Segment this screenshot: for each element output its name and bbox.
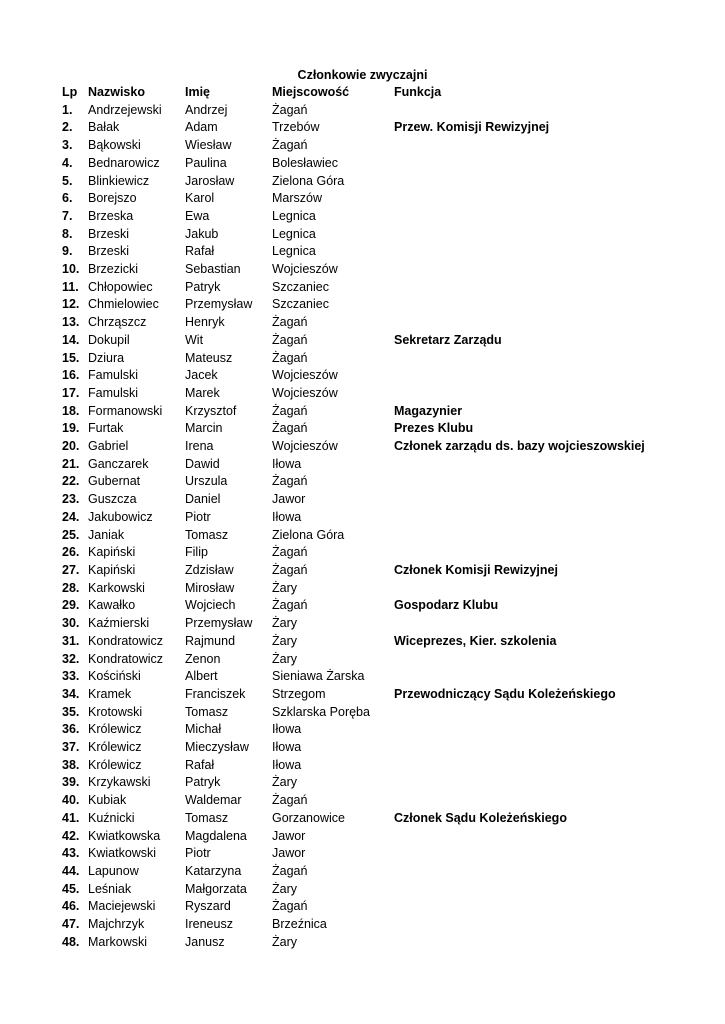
member-city: Szklarska Poręba <box>272 704 370 719</box>
member-surname: Chrząszcz <box>88 315 147 330</box>
member-city: Żary <box>272 775 297 790</box>
table-row <box>62 350 645 368</box>
member-surname: Andrzejewski <box>88 102 162 117</box>
member-lp: 10. <box>62 262 80 277</box>
member-city: Wojcieszów <box>272 385 338 400</box>
member-surname: Kwiatkowska <box>88 828 161 843</box>
member-first-name: Tomasz <box>185 810 229 825</box>
table-row <box>62 279 645 297</box>
member-city: Żagań <box>272 562 308 577</box>
member-first-name: Ireneusz <box>185 917 233 932</box>
table-row <box>62 367 645 385</box>
member-lp: 48. <box>62 934 80 949</box>
member-city: Żary <box>272 633 297 648</box>
member-function <box>394 243 645 261</box>
member-lp: 40. <box>62 793 80 808</box>
table-row <box>62 226 645 244</box>
member-first-name: Rafał <box>185 244 215 259</box>
member-city: Żary <box>272 651 297 666</box>
member-city: Żagań <box>272 102 308 117</box>
member-lp: 19. <box>62 421 80 436</box>
member-surname: Borejszo <box>88 191 137 206</box>
document-title: Członkowie zwyczajni <box>297 68 428 82</box>
member-first-name: Wiesław <box>185 138 232 153</box>
member-lp: 12. <box>62 297 80 312</box>
table-row <box>62 438 645 456</box>
member-function: Członek Sądu Koleżeńskiego <box>394 810 567 825</box>
member-surname: Brzeski <box>88 226 129 241</box>
member-function: Członek zarządu ds. bazy wojcieszowskiej <box>394 439 645 454</box>
member-surname: Chłopowiec <box>88 279 153 294</box>
member-city: Żagań <box>272 899 308 914</box>
member-city: Żagań <box>272 332 308 347</box>
member-surname: Dziura <box>88 350 125 365</box>
table-row <box>62 314 645 332</box>
table-row <box>62 845 645 863</box>
member-surname: Kaźmierski <box>88 616 150 631</box>
table-row <box>62 544 645 562</box>
member-first-name: Wojciech <box>185 598 236 613</box>
table-row <box>62 208 645 226</box>
table-row <box>62 633 645 651</box>
member-lp: 18. <box>62 403 80 418</box>
member-surname: Karkowski <box>88 580 145 595</box>
member-function: Przew. Komisji Rewizyjnej <box>394 120 550 135</box>
header-row <box>62 84 645 102</box>
member-lp: 1. <box>62 102 73 117</box>
member-city: Zielona Góra <box>272 527 345 542</box>
table-header <box>62 84 645 102</box>
table-row <box>62 828 645 846</box>
member-city: Żagań <box>272 421 308 436</box>
member-function: Wiceprezes, Kier. szkolenia <box>394 633 557 648</box>
member-function <box>394 580 645 598</box>
table-row <box>62 243 645 261</box>
member-function <box>394 279 645 297</box>
member-function <box>394 385 645 403</box>
member-surname: Formanowski <box>88 403 163 418</box>
member-first-name: Rafał <box>185 757 215 772</box>
member-first-name: Zdzisław <box>185 562 234 577</box>
table-row <box>62 137 645 155</box>
member-lp: 43. <box>62 846 80 861</box>
member-surname: Famulski <box>88 385 139 400</box>
member-first-name: Albert <box>185 669 218 684</box>
member-lp: 46. <box>62 899 80 914</box>
table-row <box>62 403 645 421</box>
member-first-name: Dawid <box>185 456 220 471</box>
member-lp: 2. <box>62 120 73 135</box>
member-city: Żagań <box>272 350 308 365</box>
member-city: Żary <box>272 934 297 949</box>
member-surname: Królewicz <box>88 740 142 755</box>
member-function <box>394 473 645 491</box>
member-surname: Janiak <box>88 527 125 542</box>
member-function <box>394 102 645 120</box>
table-body <box>62 102 645 952</box>
member-city: Sieniawa Żarska <box>272 669 365 684</box>
member-surname: Brzeska <box>88 208 134 223</box>
table-row <box>62 597 645 615</box>
member-first-name: Przemysław <box>185 616 253 631</box>
member-surname: Bąkowski <box>88 138 141 153</box>
member-function <box>394 155 645 173</box>
table-row <box>62 615 645 633</box>
member-lp: 4. <box>62 155 73 170</box>
member-surname: Brzezicki <box>88 262 139 277</box>
member-surname: Kramek <box>88 686 132 701</box>
member-city: Wojcieszów <box>272 439 338 454</box>
member-first-name: Jakub <box>185 226 219 241</box>
member-function <box>394 721 645 739</box>
member-city: Żagań <box>272 598 308 613</box>
member-function: Przewodniczący Sądu Koleżeńskiego <box>394 686 616 701</box>
member-first-name: Marek <box>185 385 220 400</box>
member-lp: 30. <box>62 616 80 631</box>
table-row <box>62 686 645 704</box>
member-city: Wojcieszów <box>272 262 338 277</box>
member-first-name: Mirosław <box>185 580 235 595</box>
table-row <box>62 934 645 952</box>
table-row <box>62 385 645 403</box>
member-lp: 28. <box>62 580 80 595</box>
member-first-name: Sebastian <box>185 262 241 277</box>
member-function <box>394 527 645 545</box>
table-row <box>62 580 645 598</box>
member-first-name: Piotr <box>185 509 211 524</box>
member-function <box>394 456 645 474</box>
member-lp: 42. <box>62 828 80 843</box>
member-city: Żagań <box>272 403 308 418</box>
member-surname: Famulski <box>88 368 139 383</box>
member-function <box>394 916 645 934</box>
member-city: Żary <box>272 580 297 595</box>
member-function <box>394 704 645 722</box>
table-row <box>62 173 645 191</box>
member-first-name: Paulina <box>185 155 227 170</box>
table-row <box>62 119 645 137</box>
table-row <box>62 792 645 810</box>
member-lp: 34. <box>62 686 80 701</box>
member-function: Członek Komisji Rewizyjnej <box>394 562 558 577</box>
member-first-name: Tomasz <box>185 527 229 542</box>
member-city: Jawor <box>272 492 306 507</box>
member-first-name: Irena <box>185 439 214 454</box>
member-lp: 23. <box>62 492 80 507</box>
member-city: Iłowa <box>272 740 302 755</box>
member-function <box>394 792 645 810</box>
member-function <box>394 491 645 509</box>
member-city: Żagań <box>272 793 308 808</box>
member-city: Legnica <box>272 208 316 223</box>
member-first-name: Filip <box>185 545 208 560</box>
member-function <box>394 757 645 775</box>
member-surname: Furtak <box>88 421 124 436</box>
member-lp: 16. <box>62 368 80 383</box>
member-city: Strzegom <box>272 686 326 701</box>
member-lp: 11. <box>62 279 79 294</box>
member-surname: Bednarowicz <box>88 155 160 170</box>
member-first-name: Janusz <box>185 934 225 949</box>
member-city: Brzeźnica <box>272 917 327 932</box>
member-lp: 9. <box>62 244 73 259</box>
table-row <box>62 296 645 314</box>
member-lp: 8. <box>62 226 73 241</box>
table-row <box>62 721 645 739</box>
member-function <box>394 208 645 226</box>
member-lp: 27. <box>62 562 80 577</box>
member-surname: Krzykawski <box>88 775 151 790</box>
member-function <box>394 226 645 244</box>
member-function <box>394 314 645 332</box>
member-surname: Gubernat <box>88 474 141 489</box>
member-first-name: Rajmund <box>185 633 236 648</box>
header-city: Miejscowość <box>272 85 350 99</box>
member-surname: Kondratowicz <box>88 633 164 648</box>
member-first-name: Przemysław <box>185 297 253 312</box>
header-lp: Lp <box>62 85 78 99</box>
member-lp: 13. <box>62 315 80 330</box>
table-row <box>62 898 645 916</box>
member-first-name: Patryk <box>185 775 221 790</box>
member-surname: Kwiatkowski <box>88 846 157 861</box>
member-surname: Krotowski <box>88 704 143 719</box>
member-lp: 15. <box>62 350 80 365</box>
member-lp: 36. <box>62 722 80 737</box>
table-row <box>62 261 645 279</box>
member-function <box>394 367 645 385</box>
member-lp: 44. <box>62 863 80 878</box>
member-city: Iłowa <box>272 456 302 471</box>
table-row <box>62 810 645 828</box>
member-surname: Królewicz <box>88 757 142 772</box>
member-lp: 17. <box>62 385 80 400</box>
member-surname: Majchrzyk <box>88 917 145 932</box>
member-surname: Kapiński <box>88 545 136 560</box>
table-row <box>62 651 645 669</box>
member-surname: Kondratowicz <box>88 651 164 666</box>
member-function <box>394 544 645 562</box>
member-lp: 5. <box>62 173 73 188</box>
member-lp: 33. <box>62 669 80 684</box>
member-function <box>394 296 645 314</box>
member-first-name: Magdalena <box>185 828 247 843</box>
member-surname: Kapiński <box>88 562 136 577</box>
table-row <box>62 704 645 722</box>
member-first-name: Marcin <box>185 421 223 436</box>
member-function <box>394 863 645 881</box>
member-lp: 41. <box>62 810 80 825</box>
member-lp: 45. <box>62 881 80 896</box>
member-lp: 20. <box>62 439 80 454</box>
table-row <box>62 757 645 775</box>
member-function <box>394 828 645 846</box>
member-first-name: Andrzej <box>185 102 228 117</box>
member-surname: Kubiak <box>88 793 127 808</box>
member-surname: Jakubowicz <box>88 509 153 524</box>
member-first-name: Katarzyna <box>185 863 242 878</box>
member-lp: 21. <box>62 456 80 471</box>
table-row <box>62 527 645 545</box>
member-lp: 29. <box>62 598 80 613</box>
table-row <box>62 881 645 899</box>
member-surname: Leśniak <box>88 881 132 896</box>
member-first-name: Mateusz <box>185 350 233 365</box>
member-function: Prezes Klubu <box>394 421 474 436</box>
member-lp: 22. <box>62 474 80 489</box>
table-row <box>62 509 645 527</box>
table-row <box>62 916 645 934</box>
member-surname: Ganczarek <box>88 456 149 471</box>
member-lp: 25. <box>62 527 80 542</box>
member-city: Żagań <box>272 138 308 153</box>
table-row <box>62 562 645 580</box>
member-surname: Guszcza <box>88 492 137 507</box>
table-row <box>62 863 645 881</box>
member-lp: 31. <box>62 633 80 648</box>
member-first-name: Urszula <box>185 474 228 489</box>
member-city: Żagań <box>272 545 308 560</box>
member-city: Zielona Góra <box>272 173 345 188</box>
member-surname: Blinkiewicz <box>88 173 150 188</box>
member-surname: Chmielowiec <box>88 297 159 312</box>
member-first-name: Michał <box>185 722 222 737</box>
members-table <box>62 84 645 951</box>
member-city: Szczaniec <box>272 297 329 312</box>
member-first-name: Jarosław <box>185 173 235 188</box>
member-city: Szczaniec <box>272 279 329 294</box>
member-surname: Brzeski <box>88 244 129 259</box>
member-lp: 6. <box>62 191 73 206</box>
member-first-name: Zenon <box>185 651 221 666</box>
member-first-name: Ewa <box>185 208 210 223</box>
header-surname: Nazwisko <box>88 85 145 99</box>
member-lp: 3. <box>62 138 73 153</box>
member-function <box>394 845 645 863</box>
member-first-name: Waldemar <box>185 793 242 808</box>
member-city: Żary <box>272 881 297 896</box>
member-first-name: Franciszek <box>185 686 246 701</box>
member-function <box>394 261 645 279</box>
member-surname: Kawałko <box>88 598 136 613</box>
member-surname: Bałak <box>88 120 120 135</box>
member-function <box>394 615 645 633</box>
member-function <box>394 668 645 686</box>
member-surname: Gabriel <box>88 439 129 454</box>
member-city: Iłowa <box>272 509 302 524</box>
member-first-name: Małgorzata <box>185 881 247 896</box>
member-function <box>394 739 645 757</box>
member-city: Żagań <box>272 315 308 330</box>
member-lp: 39. <box>62 775 80 790</box>
member-first-name: Ryszard <box>185 899 231 914</box>
member-first-name: Krzysztof <box>185 403 237 418</box>
header-name: Imię <box>185 85 211 99</box>
member-city: Iłowa <box>272 722 302 737</box>
table-row <box>62 491 645 509</box>
table-row <box>62 155 645 173</box>
member-function <box>394 190 645 208</box>
member-city: Bolesławiec <box>272 155 339 170</box>
table-row <box>62 420 645 438</box>
member-function <box>394 774 645 792</box>
member-first-name: Wit <box>185 332 204 347</box>
table-row <box>62 473 645 491</box>
member-function <box>394 173 645 191</box>
header-function: Funkcja <box>394 85 442 99</box>
member-lp: 26. <box>62 545 80 560</box>
table-row <box>62 332 645 350</box>
member-first-name: Adam <box>185 120 218 135</box>
table-row <box>62 739 645 757</box>
member-surname: Dokupil <box>88 332 130 347</box>
member-city: Jawor <box>272 846 306 861</box>
member-function <box>394 509 645 527</box>
member-city: Jawor <box>272 828 306 843</box>
table-row <box>62 102 645 120</box>
member-surname: Kuźnicki <box>88 810 135 825</box>
member-city: Żagań <box>272 863 308 878</box>
member-first-name: Piotr <box>185 846 211 861</box>
member-lp: 14. <box>62 332 80 347</box>
member-function: Sekretarz Zarządu <box>394 332 502 347</box>
member-function <box>394 881 645 899</box>
member-first-name: Tomasz <box>185 704 229 719</box>
table-row <box>62 456 645 474</box>
member-lp: 24. <box>62 509 80 524</box>
member-lp: 38. <box>62 757 80 772</box>
member-function <box>394 898 645 916</box>
member-city: Legnica <box>272 244 316 259</box>
member-first-name: Karol <box>185 191 215 206</box>
member-function <box>394 137 645 155</box>
member-surname: Lapunow <box>88 863 139 878</box>
member-city: Żagań <box>272 474 308 489</box>
member-first-name: Patryk <box>185 279 221 294</box>
member-city: Trzebów <box>272 120 320 135</box>
member-lp: 35. <box>62 704 80 719</box>
member-surname: Maciejewski <box>88 899 156 914</box>
member-city: Żary <box>272 616 297 631</box>
table-row <box>62 668 645 686</box>
member-city: Iłowa <box>272 757 302 772</box>
member-lp: 32. <box>62 651 80 666</box>
member-function: Gospodarz Klubu <box>394 598 499 613</box>
member-first-name: Jacek <box>185 368 218 383</box>
member-first-name: Henryk <box>185 315 225 330</box>
member-lp: 7. <box>62 208 73 223</box>
member-lp: 47. <box>62 917 80 932</box>
member-surname: Markowski <box>88 934 148 949</box>
member-city: Gorzanowice <box>272 810 345 825</box>
member-city: Wojcieszów <box>272 368 338 383</box>
member-first-name: Mieczysław <box>185 740 249 755</box>
member-lp: 37. <box>62 740 80 755</box>
member-city: Marszów <box>272 191 323 206</box>
member-city: Legnica <box>272 226 316 241</box>
member-function <box>394 934 645 952</box>
member-surname: Królewicz <box>88 722 142 737</box>
member-surname: Kościński <box>88 669 141 684</box>
member-function: Magazynier <box>394 403 463 418</box>
table-row <box>62 774 645 792</box>
table-row <box>62 190 645 208</box>
member-first-name: Daniel <box>185 492 221 507</box>
member-function <box>394 350 645 368</box>
member-function <box>394 651 645 669</box>
